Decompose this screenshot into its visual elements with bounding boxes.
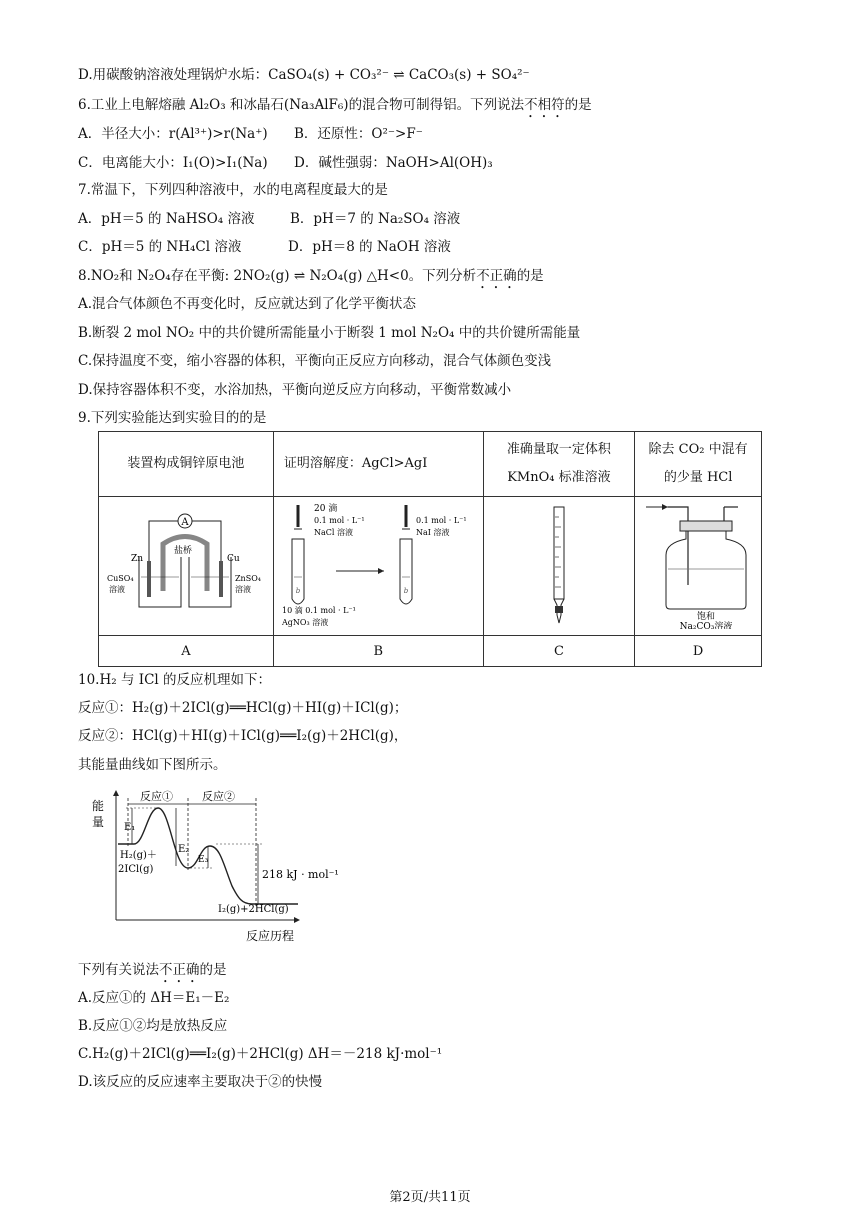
q6-option-c: C．电离能大小：I₁(O)>I₁(Na): [78, 155, 268, 171]
q6-stem-text: 6.工业上电解熔融 Al₂O₃ 和冰晶石(Na₃AlF₆)的混合物可制得铝。下列说法: [78, 97, 525, 113]
q10-reaction-2: 反应②：HCl(g)＋HI(g)＋ICl(g)══I₂(g)＋2HCl(g)，: [78, 728, 408, 744]
cu-electrode: [219, 561, 223, 597]
e3-label: E₃: [198, 855, 209, 865]
q6-option-d: D．碱性强弱：NaOH>Al(OH)₃: [294, 155, 493, 171]
energy-axis-label-char2: 量: [92, 815, 105, 829]
q9-figure-d: [635, 497, 762, 636]
q9-label-d: D: [635, 636, 762, 667]
ammeter-label: A: [181, 517, 189, 528]
zn-electrode: [147, 561, 151, 597]
q8-stem: [78, 267, 544, 292]
q8-option-d: D.保持容器体积不变，水浴加热，平衡向逆反应方向移动，平衡常数减小: [78, 382, 512, 398]
q5-option-d: D.用碳酸钠溶液处理锅炉水垢：CaSO₄(s) + CO₃²⁻ ⇌ CaCO₃(s) + SO₄²⁻: [78, 67, 530, 83]
q6-stem: [78, 96, 592, 121]
q7-option-a: A．pH＝5 的 NaHSO₄ 溶液: [78, 211, 255, 227]
right-solution-label2: 溶液: [234, 585, 251, 594]
reactant-label-line2: 2ICl(g): [118, 864, 154, 875]
bottle-label-solution: Na₂CO₃溶液: [679, 622, 733, 629]
energy-profile-diagram: [86, 786, 356, 944]
enthalpy-change-label: 218 kJ · mol⁻¹: [262, 868, 339, 881]
stage-1-label: 反应①: [140, 790, 173, 803]
q8-emphasis: 不正确: [476, 268, 517, 284]
e1-label: E₁: [124, 822, 136, 833]
q10-reaction-1: 反应①：H₂(g)＋2ICl(g)══HCl(g)＋HI(g)＋ICl(g)；: [78, 700, 408, 716]
stage-2-label: 反应②: [202, 790, 235, 803]
q9-header-b: 证明溶解度：AgCl>AgI: [273, 432, 483, 497]
burette-stopcock: [555, 606, 563, 613]
q7-option-b: B．pH＝7 的 Na₂SO₄ 溶液: [290, 211, 461, 227]
q7-option-c: C．pH＝5 的 NH₄Cl 溶液: [78, 239, 242, 255]
q9-header-c: [483, 432, 635, 497]
q10-option-b: B.反应①②均是放热反应: [78, 1018, 228, 1034]
e2-label: E₂: [178, 844, 190, 855]
q6-stem-end: 的是: [564, 97, 592, 113]
energy-axis-label-char1: 能: [92, 799, 105, 813]
gas-washing-bottle-diagram: [638, 499, 758, 629]
q8-stem-end: 的是: [516, 268, 544, 284]
q9-header-c-line1: 准确量取一定体积: [506, 442, 611, 457]
q8-option-c: C.保持温度不变，缩小容器的体积，平衡向正反应方向移动，混合气体颜色变浅: [78, 353, 552, 369]
product-label: I₂(g)+2HCl(g): [218, 904, 289, 915]
q9-header-d-line1: 除去 CO₂ 中混有: [648, 442, 748, 457]
drop1-solution-label: NaCl 溶液: [313, 528, 353, 537]
q6-emphasis: 不相符: [524, 97, 565, 113]
q9-figure-b: [273, 497, 483, 636]
bottle-label-saturated: 饱和: [697, 612, 716, 622]
drop1-conc-label: 0.1 mol · L⁻¹: [313, 516, 365, 525]
precipitate-test-diagram: [276, 499, 481, 629]
q9-header-d-line2: 的少量 HCl: [663, 470, 733, 485]
q10-stem: 10.H₂ 与 ICl 的反应机理如下：: [78, 672, 272, 688]
q9-figure-a: [99, 497, 274, 636]
drop1-label: 20 滴: [313, 504, 338, 514]
salt-bridge-label: 盐桥: [173, 546, 192, 556]
q9-header-a: 装置构成铜锌原电池: [99, 432, 274, 497]
galvanic-cell-diagram: [101, 499, 271, 629]
q9-header-d: [635, 432, 762, 497]
q7-option-d: D．pH＝8 的 NaOH 溶液: [288, 239, 451, 255]
left-solution-label2: 溶液: [108, 585, 125, 594]
q9-label-b: B: [273, 636, 483, 667]
reaction-coordinate-label: 反应历程: [246, 929, 295, 943]
q8-option-b: B.断裂 2 mol NO₂ 中的共价键所需能量小于断裂 1 mol N₂O₄ 中的共价键所需能量: [78, 325, 581, 341]
q9-label-c: C: [483, 636, 635, 667]
drop2-conc-label: 0.1 mol · L⁻¹: [415, 516, 467, 525]
q9-stem: 9.下列实验能达到实验目的的是: [78, 410, 267, 426]
q7-stem: 7.常温下，下列四种溶液中，水的电离程度最大的是: [78, 182, 388, 198]
q9-header-c-line2: KMnO₄ 标准溶液: [507, 470, 611, 485]
q10-question-end: 的是: [199, 962, 227, 978]
q10-question-text: 下列有关说法: [78, 962, 159, 978]
q9-experiment-table: [98, 431, 762, 667]
q10-curve-intro: 其能量曲线如下图所示。: [78, 757, 227, 773]
q10-option-c: C.H₂(g)＋2ICl(g)══I₂(g)＋2HCl(g) ΔH＝－218 kJ·mol⁻¹: [78, 1046, 443, 1062]
q10-option-a: A.反应①的 ΔH＝E₁－E₂: [78, 990, 230, 1006]
q10-emphasis: 不正确: [159, 962, 200, 978]
zn-label: Zn: [130, 554, 143, 564]
burette-diagram: [489, 499, 629, 629]
q6-option-b: B．还原性：O²⁻>F⁻: [294, 126, 423, 142]
cu-label: Cu: [226, 554, 240, 564]
q10-question: [78, 961, 227, 986]
q10-option-d: D.该反应的反应速率主要取决于②的快慢: [78, 1074, 323, 1090]
q9-label-a: A: [99, 636, 274, 667]
q8-option-a: A.混合气体颜色不再变化时，反应就达到了化学平衡状态: [78, 296, 417, 312]
q9-figure-c: [483, 497, 635, 636]
q8-stem-text: 8.NO₂和 N₂O₄存在平衡: 2NO₂(g) ⇌ N₂O₄(g) △H<0。下列分析: [78, 268, 477, 284]
drop2-solution-label: NaI 溶液: [415, 528, 450, 537]
right-solution-label: ZnSO₄: [234, 574, 261, 583]
agno3-amount-label: 10 滴 0.1 mol · L⁻¹: [281, 606, 356, 615]
left-solution-label: CuSO₄: [106, 574, 134, 583]
page-footer: 第2页/共11页: [389, 1190, 471, 1205]
agno3-solution-label: AgNO₃ 溶液: [281, 618, 328, 627]
svg-text:b: b: [295, 587, 300, 595]
q6-option-a: A．半径大小：r(Al³⁺)>r(Na⁺): [78, 126, 268, 142]
reactant-label-line1: H₂(g)＋: [120, 850, 157, 861]
svg-text:b: b: [403, 587, 408, 595]
